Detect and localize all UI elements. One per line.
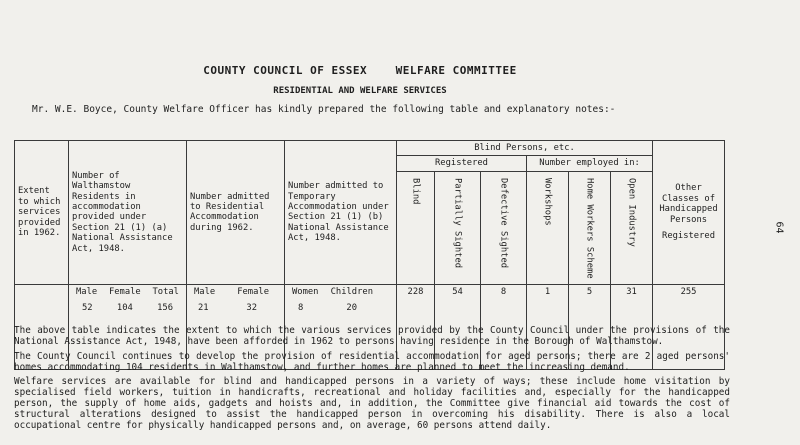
value-open-industry: 31	[611, 284, 653, 369]
value-workshops: 1	[527, 284, 569, 369]
value-blind: 228	[397, 284, 435, 369]
value-defective: 8	[481, 284, 527, 369]
value-other: 255	[653, 284, 725, 369]
value-temp-children: 20	[346, 303, 357, 314]
header-residents: Number of Walthamstow Residents in accommodation provided under Section 21 (1) (a) National Assistance Act, 1948.	[69, 141, 187, 285]
value-home-workers: 5	[569, 284, 611, 369]
paragraph-3: Welfare services are available for blind and handicapped persons in a variety of ways; these include home visitation by specialised field workers, tuition in handicrafts, recreational and holiday facilities and, especially for the handicapped person, the supply of home aids, gadgets and hoists and, in addition, the Committee give financial aid towards the cost of structural alterations designed to assist the handicapped person in overcoming his disability. There is also a local occupational centre for physically handicapped persons and, on average, 60 persons attend daily.	[14, 376, 730, 431]
sub-male: Male	[76, 286, 98, 297]
header-blind-persons: Blind Persons, etc.	[397, 141, 653, 156]
page-number: 64	[773, 221, 785, 234]
workshops-label: Workshops	[542, 177, 553, 226]
header-home-workers	[569, 171, 611, 284]
sub-total: Total	[152, 286, 179, 297]
sub-female: Female	[108, 286, 141, 297]
open-industry-label: Open Industry	[626, 177, 637, 247]
value-adm-male: 21	[198, 303, 209, 314]
sub-women: Women	[292, 286, 319, 297]
header-open-industry	[611, 171, 653, 284]
sub-female2: Female	[237, 286, 269, 297]
value-temp-women: 8	[298, 303, 304, 314]
header-defective-sighted	[481, 171, 527, 284]
page-title: COUNTY COUNCIL OF ESSEX WELFARE COMMITTEE	[203, 64, 517, 77]
paragraph-2: The County Council continues to develop the provision of residential accommodation for aged persons; there are 2 aged persons' homes accommodating 104 residents in Walthamstow, and further homes are planned to meet the increasing demand.	[14, 351, 730, 373]
header-admitted-temporary: Number admitted to Temporary Accommodation under Section 21 (1) (b) National Assistance Act, 1948.	[285, 141, 397, 285]
header-partially-sighted	[435, 171, 481, 284]
header-blind	[397, 171, 435, 284]
other-classes-label: Other Classes of Handicapped Persons	[659, 183, 718, 225]
header-extent: Extent to which services provided in 1962.	[15, 141, 69, 285]
header-registered: Registered	[397, 156, 527, 171]
intro-text: Mr. W.E. Boyce, County Welfare Officer has kindly prepared the following table and explanatory notes:-	[32, 104, 616, 115]
value-res-male: 52	[82, 303, 93, 314]
header-admitted-residential: Number admitted to Residential Accommodation during 1962.	[187, 141, 285, 285]
value-res-total: 156	[157, 303, 173, 314]
home-workers-label: Home Workers Scheme	[584, 177, 595, 279]
header-employed: Number employed in:	[527, 156, 653, 171]
other-registered-label: Registered	[662, 230, 715, 241]
partially-sighted-label: Partially Sighted	[452, 177, 463, 268]
defective-sighted-label: Defective Sighted	[498, 177, 509, 268]
header-other-classes	[653, 141, 725, 285]
sub-male2: Male	[194, 286, 216, 297]
value-partially: 54	[435, 284, 481, 369]
blind-label: Blind	[410, 177, 421, 205]
section-subtitle: RESIDENTIAL AND WELFARE SERVICES	[273, 86, 447, 96]
value-res-female: 104	[116, 303, 133, 314]
sub-children: Children	[330, 286, 373, 297]
header-workshops	[527, 171, 569, 284]
value-adm-female: 32	[246, 303, 257, 314]
paragraph-1: The above table indicates the extent to which the various services provided by the County Council under the provisions of the National Assistance Act, 1948, have been afforded in 1962 to persons having residence in the Borough of Walthamstow.	[14, 325, 730, 347]
